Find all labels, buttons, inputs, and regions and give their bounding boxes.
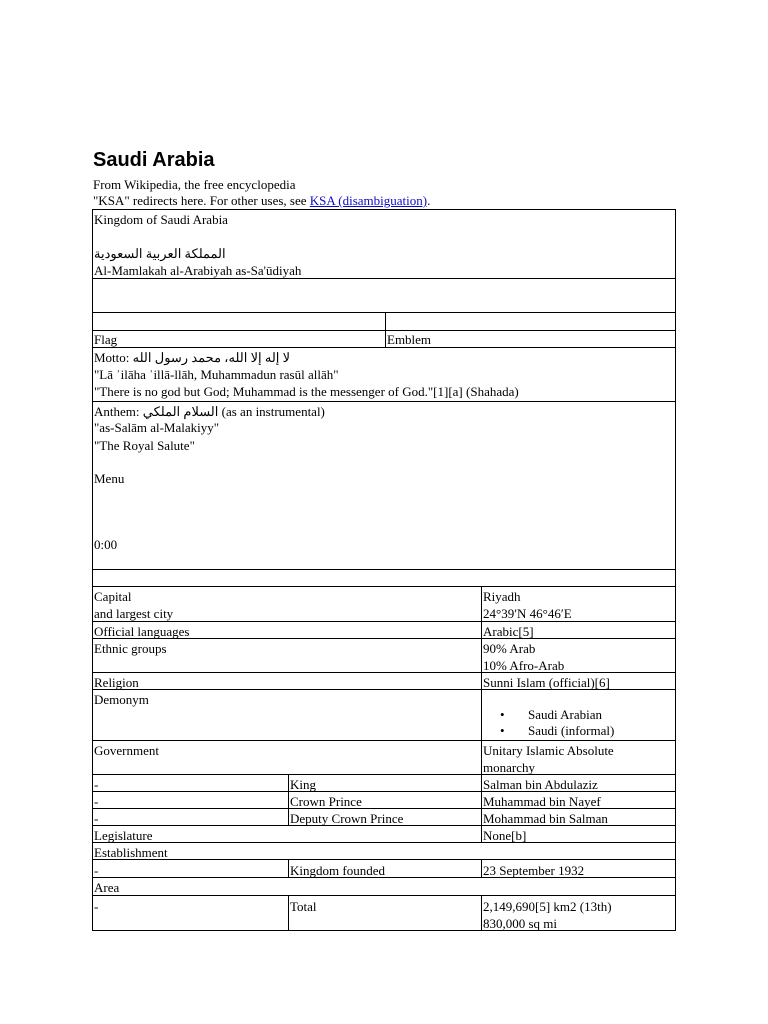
row-languages [92, 621, 676, 639]
founded-label: Kingdom founded [290, 863, 385, 878]
row-capital [92, 586, 676, 622]
demonym-list [482, 707, 614, 739]
crown-prince-label: Crown Prince [290, 794, 362, 809]
ethnic-value: 90% Arab 10% Afro-Arab [483, 641, 565, 673]
area-label: Area [94, 880, 120, 895]
dash-marker: - [94, 899, 99, 914]
king-label: King [290, 777, 316, 792]
coordinates[interactable]: 24°39′N 46°46′E [483, 606, 572, 621]
demonym-label: Demonym [94, 692, 149, 707]
row-demonym [92, 689, 676, 741]
legislature-value: None[b] [483, 828, 527, 843]
crown-prince-value: Muhammad bin Nayef [483, 794, 601, 809]
anthem-line [94, 403, 325, 420]
infobox-image-row [92, 278, 676, 313]
row-religion [92, 672, 676, 690]
row-government [92, 740, 676, 775]
anthem-arabic: السلام الملكي [142, 404, 219, 419]
legislature-label: Legislature [94, 828, 153, 843]
dash-marker: - [94, 811, 99, 826]
hatnote-suffix: . [427, 193, 431, 208]
motto-section [92, 347, 676, 402]
total-label: Total [290, 899, 317, 914]
motto-line [94, 349, 290, 366]
religion-label: Religion [94, 675, 139, 690]
row-ethnic [92, 638, 676, 673]
anthem-note: (as an instrumental) [218, 404, 325, 419]
country-name: Kingdom of Saudi Arabia [94, 212, 228, 227]
anthem-section [92, 401, 676, 570]
row-establishment [92, 842, 676, 860]
hatnote-text: "KSA" redirects here. For other uses, see [93, 193, 310, 208]
flag-emblem-row [92, 312, 676, 348]
infobox-spacer [92, 569, 676, 587]
emblem-label: Emblem [387, 332, 432, 347]
row-founded [92, 859, 676, 878]
hatnote [93, 193, 430, 209]
deputy-crown-prince-value: Mohammad bin Salman [483, 811, 608, 826]
row-legislature [92, 825, 676, 843]
capital-link[interactable]: Riyadh [483, 589, 521, 604]
capital-value [483, 588, 572, 622]
row-area-total [92, 895, 676, 931]
establishment-label: Establishment [94, 845, 168, 860]
motto-label: Motto: [94, 350, 133, 365]
anthem-label: Anthem: [94, 404, 143, 419]
list-item: • Saudi Arabian [482, 707, 614, 723]
deputy-crown-prince-label: Deputy Crown Prince [290, 811, 404, 826]
dash-marker: - [94, 863, 99, 878]
government-label: Government [94, 743, 159, 758]
motto-transliteration: "Lā ʾilāha ʾillā-llāh, Muhammadun rasūl allāh" [94, 367, 339, 382]
government-value: Unitary Islamic Absolute monarchy [483, 743, 614, 775]
motto-translation: "There is no god but God; Muhammad is the messenger of God."[1][a] (Shahada) [94, 384, 519, 399]
row-crown-prince [92, 791, 676, 809]
disambiguation-link[interactable]: KSA (disambiguation) [309, 193, 428, 208]
list-item: • Saudi (informal) [482, 723, 614, 739]
dash-marker: - [94, 794, 99, 809]
row-area [92, 877, 676, 896]
ethnic-label: Ethnic groups [94, 641, 167, 656]
arabic-name: المملكة العربية السعودية [94, 246, 226, 261]
king-value: Salman bin Abdulaziz [483, 777, 598, 792]
name-transliteration: Al-Mamlakah al-Arabiyah as-Sa'ūdiyah [94, 263, 302, 278]
page-title: Saudi Arabia [93, 149, 215, 171]
founded-value: 23 September 1932 [483, 863, 585, 878]
row-deputy-crown-prince [92, 808, 676, 826]
tagline: From Wikipedia, the free encyclopedia [93, 177, 296, 192]
audio-time: 0:00 [94, 537, 118, 552]
capital-label: Capital and largest city [94, 589, 174, 621]
anthem-transliteration: "as-Salām al-Malakiyy" [94, 420, 220, 435]
languages-label: Official languages [94, 624, 190, 639]
total-value: 2,149,690[5] km2 (13th) 830,000 sq mi [483, 899, 612, 931]
religion-value: Sunni Islam (official)[6] [483, 675, 610, 690]
audio-menu-button[interactable]: Menu [94, 471, 125, 486]
languages-value: Arabic[5] [483, 624, 534, 639]
row-king [92, 774, 676, 792]
dash-marker: - [94, 777, 99, 792]
flag-emblem-rule [93, 330, 675, 331]
anthem-translation: "The Royal Salute" [94, 438, 195, 453]
infobox-header [92, 209, 676, 279]
flag-label: Flag [94, 332, 118, 347]
motto-arabic: لا إله إلا الله، محمد رسول الله [132, 350, 291, 365]
